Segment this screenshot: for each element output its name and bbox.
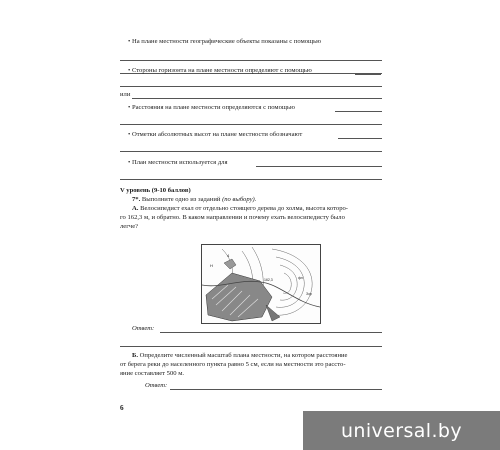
map-label-n: Н [210,263,213,268]
answer-line-2a[interactable] [355,74,381,75]
task-a-label: А. [132,205,139,212]
page-number: 6 [120,404,124,412]
question-3: • Расстояния на плане местности определяются с помощью [128,104,295,111]
task-b-text-2: от берега реки до населенного пункта равно 5 см, если на местности это рассто- [120,361,346,368]
question-2: • Стороны горизонта на плане местности определяют с помощью [128,67,312,74]
question-1: • На плане местности географические объекты показаны с помощью [128,38,322,45]
task-a-text-1: Велосипедист ехал от отдельно стоящего дерева до холма, высота которо- [140,205,348,212]
answer-line-2b[interactable] [120,86,382,87]
answer-line-5b[interactable] [120,179,382,180]
answer-b-label: Ответ: [145,382,168,389]
task-a-line-1 [132,205,348,213]
task-intro: Выполните одно из заданий [141,196,221,203]
answer-line-2c[interactable] [132,98,382,99]
question-2-or: или [120,91,131,98]
task-b-text-3: яние составляет 500 м. [120,370,185,377]
map-label-fl: фл [298,276,303,280]
task-7-line [132,196,256,204]
question-4: • Отметки абсолютных высот на плане местности обозначают [128,131,303,138]
map-label-4: 4 [227,253,230,258]
task-a-text-3: легче? [120,223,139,230]
answer-a-label: Ответ: [132,325,155,332]
answer-line-4b[interactable] [120,151,382,152]
answer-line-4a[interactable] [338,138,382,139]
answer-line-1[interactable] [120,60,382,61]
task-number: 7*. [132,196,141,203]
task-b-label: Б. [132,352,139,359]
answer-line-3a[interactable] [335,111,382,112]
answer-line-5a[interactable] [256,166,382,167]
task-b-line-1 [132,352,347,360]
answer-line-3b[interactable] [120,124,382,125]
task-b-text-1: Определите численный масштаб плана местности, на котором расстояние [139,352,348,359]
topographic-map-figure [201,244,321,324]
watermark-text: universal.by [340,419,463,442]
map-svg [202,245,320,323]
question-5: • План местности используется для [128,159,228,166]
level-heading: V уровень (9-10 баллов) [120,187,191,194]
watermark [303,411,500,450]
task-choice: (по выбору). [222,196,257,203]
map-label-zor: Зор [306,292,313,296]
map-label-height: 162,3 [264,278,273,282]
answer-a-line-1[interactable] [160,332,382,333]
answer-a-line-2[interactable] [120,346,382,347]
task-a-text-2: го 162,3 м, и обратно. В каком направлении и почему ехать велосипедисту было [120,214,345,221]
answer-b-line[interactable] [170,389,382,390]
